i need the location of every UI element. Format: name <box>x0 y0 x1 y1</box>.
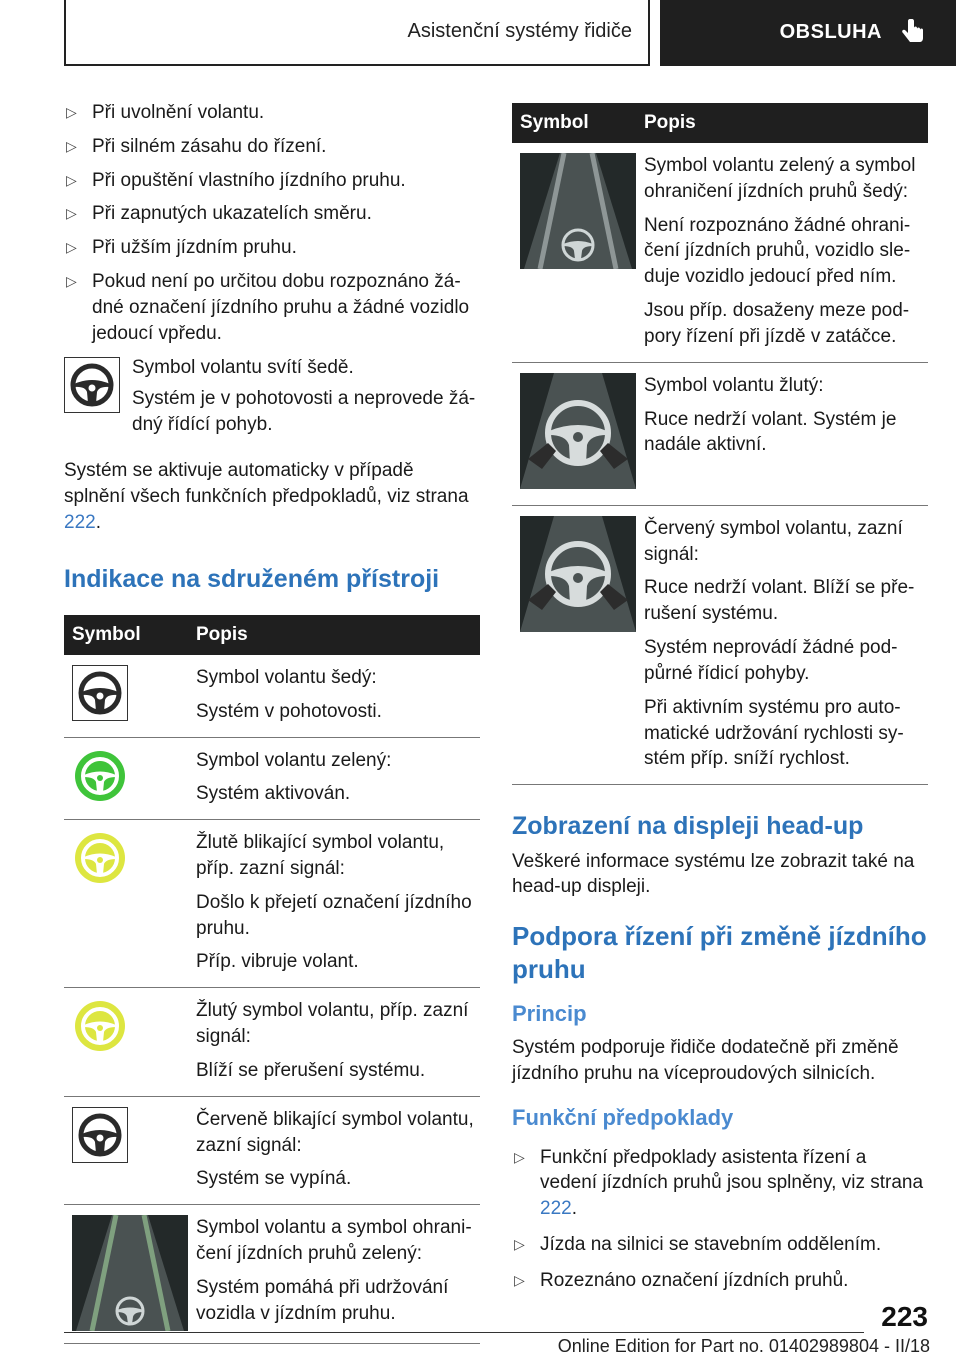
symbol-table <box>512 103 928 785</box>
description-line: Červeně blikající symbol volantu, zazní signál: <box>196 1108 474 1156</box>
description-line: Symbol volantu a symbol ohraničení jízdních pruhů zelený: <box>196 1217 472 1265</box>
list-item: ▷ Při zapnutých ukazatelích směru. <box>66 203 372 225</box>
subsection-heading: Princip <box>512 1001 587 1027</box>
paragraph: Systém podporuje řidiče dodatečně při změně jízdního pruhu na víceproudových silnicích. <box>512 1037 899 1084</box>
paragraph: Veškeré informace systému lze zobrazit také na head-up displeji. <box>512 850 915 898</box>
inline-symbol-line: Systém je v pohotovosti a neprovede žádný řídící pohyb. <box>132 388 476 436</box>
steering-wheel-green-icon <box>72 748 128 804</box>
column-header-symbol: Symbol <box>512 103 636 143</box>
description-line: Symbol volantu šedý: <box>196 666 377 688</box>
left-column <box>64 100 480 1344</box>
list-item: ▷ Jízda na silnici se stavebním oddělením. <box>514 1234 882 1256</box>
table-row <box>64 655 480 737</box>
description-line: Systém se vypíná. <box>196 1168 352 1190</box>
edition-note: Online Edition for Part no. 01402989804 - II/18 <box>557 1336 930 1356</box>
table-row <box>64 737 480 820</box>
chapter-label: OBSLUHA <box>779 21 882 44</box>
table-row <box>64 820 480 988</box>
triangle-bullet-icon: ▷ <box>66 205 77 222</box>
list-item: ▷ Rozeznáno označení jízdních pruhů. <box>514 1269 849 1291</box>
steering-wheel-gray-icon <box>72 665 128 721</box>
triangle-bullet-icon: ▷ <box>514 1236 525 1253</box>
description-line: Systém v pohotovosti. <box>196 700 382 722</box>
triangle-bullet-icon: ▷ <box>66 239 77 256</box>
triangle-bullet-icon: ▷ <box>514 1148 525 1165</box>
table-header <box>512 103 928 143</box>
pointing-hand-icon <box>900 19 926 47</box>
steering-wheel-gray-icon <box>64 357 120 413</box>
description-line: Systém aktivován. <box>196 783 351 805</box>
description-line: Symbol volantu zelený: <box>196 749 392 771</box>
description-line: Jsou příp. dosaženy meze podpory řízení při jízdě v zatáčce. <box>644 300 910 347</box>
description-line: Příp. vibruje volant. <box>196 951 359 973</box>
paragraph: Systém se aktivuje automaticky v případě splnění všech funkčních předpokladů, viz strana 222. <box>64 460 469 533</box>
section-title: Asistenční systémy řidiče <box>407 20 632 43</box>
table-row <box>64 988 480 1096</box>
chapter-tab <box>660 0 956 66</box>
table-header <box>64 615 480 655</box>
description-line: Systém neprovádí žádné podpůrné řídicí pohyby. <box>644 637 898 684</box>
section-heading: Podpora řízení při změně jízdního pruhu <box>512 921 927 984</box>
table-row <box>64 1205 480 1344</box>
triangle-bullet-icon: ▷ <box>66 137 77 154</box>
description-line: Červený symbol volantu, zazní signál: <box>644 517 903 565</box>
description-line: Symbol volantu zelený a symbol ohraničení jízdních pruhů šedý: <box>644 155 916 202</box>
description-line: Žlutě blikající symbol volantu, příp. zazní signál: <box>196 832 445 879</box>
table-row <box>64 1096 480 1204</box>
lane-display-gray-icon <box>520 153 636 269</box>
inline-symbol-note <box>64 355 480 444</box>
list-item: ▷ Při silném zásahu do řízení. <box>66 135 327 157</box>
column-header-description: Popis <box>636 103 928 143</box>
triangle-bullet-icon: ▷ <box>66 104 77 120</box>
description-line: Symbol volantu žlutý: <box>644 374 824 396</box>
section-heading: Zobrazení na displeji head-up <box>512 812 864 841</box>
hands-off-red-icon <box>520 516 636 632</box>
section-heading: Indikace na sdruženém přístroji <box>64 564 440 593</box>
description-line: Ruce nedrží volant. Blíží se přerušení systému. <box>644 577 915 625</box>
description-line: Ruce nedrží volant. Systém je nadále aktivní. <box>644 408 897 456</box>
steering-wheel-yellow-blinking-icon <box>72 830 128 886</box>
right-column <box>512 103 928 1302</box>
lane-display-green-icon <box>72 1215 188 1331</box>
description-line: Došlo k přejetí označení jízdního pruhu. <box>196 891 472 939</box>
inline-symbol-line: Symbol volantu svítí šedě. <box>132 356 354 378</box>
table-row <box>512 505 928 784</box>
list-item: ▷ Funkční předpoklady asistenta řízení a vedení jízdních pruhů jsou splněny, viz strana 222. <box>514 1146 924 1220</box>
page-link[interactable]: 222 <box>540 1198 572 1220</box>
description-line: Při aktivním systému pro automatické udržování rychlosti systém příp. sníží rychlost. <box>644 696 904 770</box>
description-line: Není rozpoznáno žádné ohraničení jízdních pruhů, vozidlo sleduje vozidlo jedoucí před ním. <box>644 214 911 288</box>
list-item: ▷ Při opuštění vlastního jízdního pruhu. <box>66 169 406 191</box>
list-item: ▷ Při uvolnění volantu. <box>66 102 265 123</box>
hands-off-yellow-icon <box>520 373 636 489</box>
description-line: Systém pomáhá při udržování vozidla v jízdním pruhu. <box>196 1276 449 1324</box>
steering-wheel-red-blinking-icon <box>72 1107 128 1163</box>
table-row <box>512 143 928 362</box>
description-line: Žlutý symbol volantu, příp. zazní signál: <box>196 1000 469 1048</box>
list-item: ▷ Při užším jízdním pruhu. <box>66 237 297 259</box>
column-header-description: Popis <box>188 615 480 655</box>
page-number: 223 <box>881 1301 928 1332</box>
steering-wheel-yellow-icon <box>72 998 128 1054</box>
footer-divider <box>64 1332 864 1333</box>
description-line: Blíží se přerušení systému. <box>196 1059 426 1081</box>
column-header-symbol: Symbol <box>64 615 188 655</box>
subsection-heading: Funkční předpoklady <box>512 1104 734 1130</box>
symbol-table <box>64 615 480 1344</box>
triangle-bullet-icon: ▷ <box>66 273 77 290</box>
page-link[interactable]: 222 <box>64 511 96 533</box>
list-item: ▷ Pokud není po určitou dobu rozpoznáno žádné označení jízdního pruhu a žádné vozidlo jedoucí vpředu. <box>66 271 470 344</box>
running-header <box>64 0 650 66</box>
table-row <box>512 362 928 505</box>
triangle-bullet-icon: ▷ <box>514 1271 525 1288</box>
triangle-bullet-icon: ▷ <box>66 171 77 188</box>
